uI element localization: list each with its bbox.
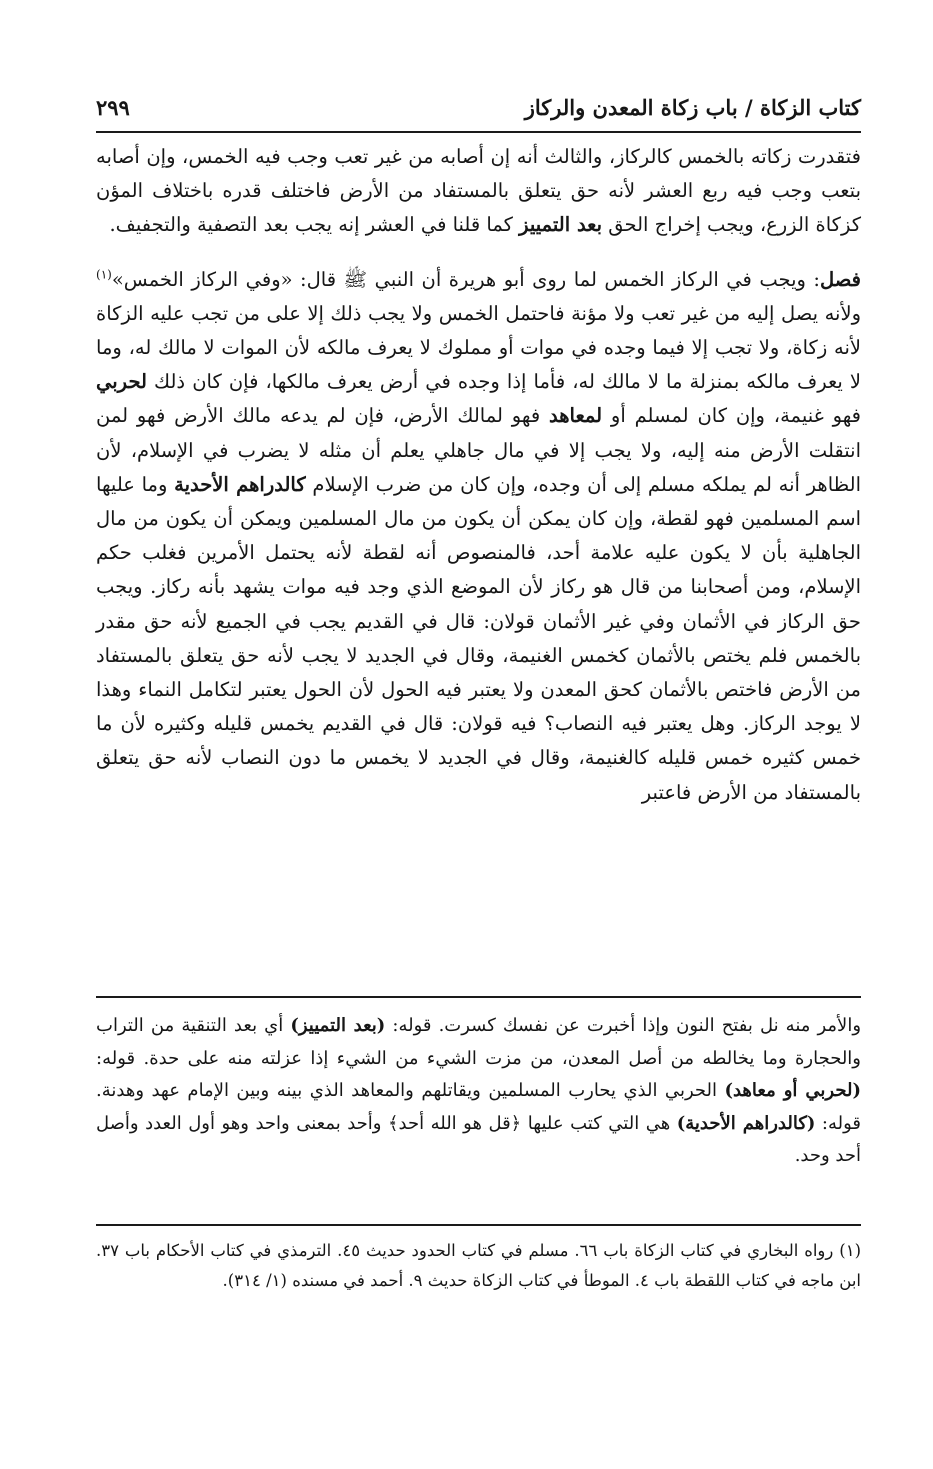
footnotes	[96, 1236, 861, 1296]
footnote-divider	[96, 1224, 861, 1226]
commentary-text-4: هي التي كتب عليها ﴿قل هو الله أحد﴾ وأحد بمعنى واحد وهو أول العدد وأصل أحد وحد.	[96, 1112, 861, 1166]
commentary-term-2: (لحربي أو معاهد)	[724, 1080, 861, 1101]
running-header	[96, 86, 861, 128]
bold-term-harbi: لحربي	[96, 370, 147, 394]
p2-text-b: ولأنه يصل إليه من غير تعب ولا مؤنة فاحتمل الخمس ولا يجب ذلك إلا على من تجب عليه الزكاة لأنه زكاة، ولا تجب إلا فيما وجده في موات أو مملوك لا يعرف مالكه لأن الموات لا مالك له، وما لا يعرف مالكه بمنزلة ما لا مالك له، فأما إذا وجده في أرض يعرف مالكها، فإن كان ذلك	[96, 301, 861, 394]
p1-bold-term: بعد التمييز	[519, 213, 603, 237]
commentary-text-3: الحربي الذي يحارب المسلمين ويقاتلهم والمعاهد الذي بينه وبين الإمام عهد وهدنة. قوله:	[96, 1080, 861, 1134]
paragraph-1	[96, 140, 861, 243]
commentary-text-1: والأمر منه نل بفتح النون وإذا أخبرت عن نفسك كسرت. قوله:	[385, 1015, 862, 1036]
p2-text-e: وما عليها اسم المسلمين فهو لقطة، وإن كان يمكن أن يكون من مال المسلمين ويمكن أن يكون من مال الجاهلية بأن لا يكون عليه علامة أحد، فالمنصوص أنه لقطة لأنه يحتمل الأمرين فغلب حكم الإسلام، ومن أصحابنا من قال هو ركاز لأن الموضع الذي وجد فيه موات يشهد بأنه ركاز. ويجب حق الركاز في الأثمان وفي غير الأثمان قولان: قال في القديم يجب في الجميع لأنه حق مقدر بالخمس فلم يختص بالأثمان كخمس الغنيمة، وقال في الجديد لا يجب لأنه حق يتعلق بالمستفاد من الأرض فاختص بالأثمان كحق المعدن ولا يعتبر فيه الحول لأن الحول يعتبر لتكامل النماء وهذا لا يوجد الركاز. وهل يعتبر فيه النصاب؟ فيه قولان: قال في القديم يخمس قليله وكثيره لأن ما خمس كثيره خمس قليله كالغنيمة، وقال في الجديد لا يخمس ما دون النصاب لأنه حق يتعلق بالمستفاد من الأرض فاعتبر	[96, 472, 861, 804]
p2-text-c: فهو غنيمة، وإن كان لمسلم أو	[602, 404, 862, 428]
commentary-paragraph	[96, 1010, 861, 1173]
commentary-block	[96, 1010, 861, 1173]
footnote-1: (١) رواه البخاري في كتاب الزكاة باب ٦٦. مسلم في كتاب الحدود حديث ٤٥. الترمذي في كتاب الأحكام باب ٣٧. ابن ماجه في كتاب اللقطة باب ٤. الموطأ في كتاب الزكاة حديث ٩. أحمد في مسنده (١/ ٣١٤).	[96, 1241, 861, 1290]
paragraph-2	[96, 263, 861, 810]
p2-text-d: فهو لمالك الأرض، فإن لم يدعه مالك الأرض فهو لمن انتقلت الأرض منه إليه، ولا يجب إلا في مال جاهلي يعلم أن مثله لا يضرب في الإسلام، لأن الظاهر أنه لم يملكه مسلم إلى أن وجده، وإن كان من ضرب الإسلام	[96, 404, 861, 496]
page-number: ٢٩٩	[96, 94, 130, 120]
section-label-fasl: فصل	[820, 267, 861, 291]
p2-text-a: : ويجب في الركاز الخمس لما روى أبو هريرة أن النبي ﷺ قال: «وفي الركاز الخمس»	[111, 267, 820, 291]
p1-text: فتقدرت زكاته بالخمس كالركاز، والثالث أنه إن أصابه من غير تعب وجب فيه الخمس، وإن أصابه بتعب وجب فيه ربع العشر لأنه حق يتعلق بالمستفاد من الأرض فاختلف قدره باختلاف المؤن كزكاة الزرع، ويجب إخراج الحق	[96, 145, 861, 237]
bold-term-dirham: كالدراهم الأحدية	[174, 472, 306, 496]
commentary-term-1: (بعد التمييز)	[290, 1015, 386, 1036]
p1-text-end: كما قلنا في العشر إنه يجب بعد التصفية والتجفيف.	[109, 213, 513, 237]
header-divider	[96, 131, 861, 133]
footnote-ref-1: (١)	[96, 267, 112, 282]
commentary-divider	[96, 996, 861, 998]
commentary-text-2: أي بعد التنقية من التراب والحجارة وما يخالطه من أصل المعدن، من مزت الشيء من الشيء إذا عزلته منه على حدة. قوله:	[96, 1015, 861, 1069]
commentary-term-3: (كالدراهم الأحدية)	[676, 1112, 816, 1134]
main-text	[96, 140, 861, 810]
bold-term-muahid: لمعاهد	[549, 404, 603, 428]
chapter-title: كتاب الزكاة / باب زكاة المعدن والركاز	[524, 94, 861, 120]
